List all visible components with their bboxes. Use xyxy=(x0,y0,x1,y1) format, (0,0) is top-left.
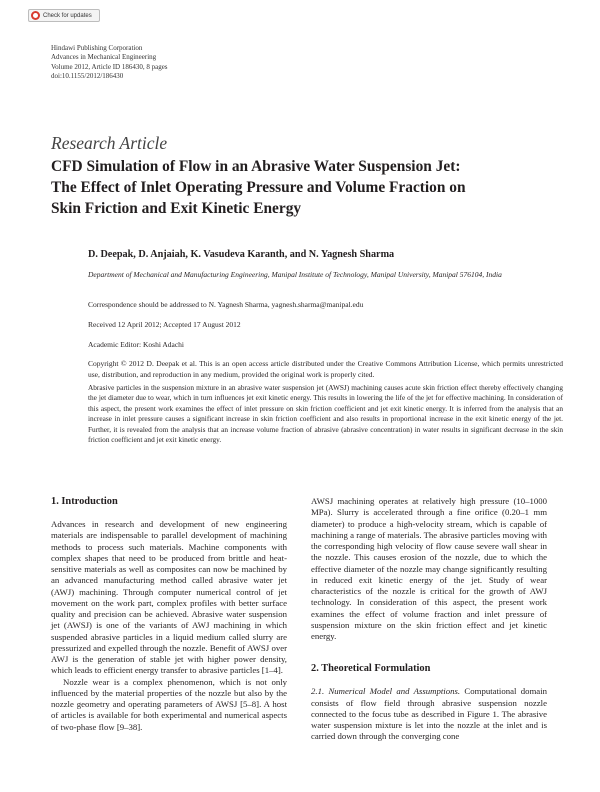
article-type: Research Article xyxy=(51,133,168,153)
title-line: The Effect of Inlet Operating Pressure and Volume Fraction on xyxy=(51,179,466,196)
introduction-heading: 1. Introduction xyxy=(51,496,118,507)
academic-editor: Academic Editor: Koshi Adachi xyxy=(88,340,185,349)
copyright-notice: Copyright © 2012 D. Deepak et al. This is an open access article distributed under the Creative Commons Attribution License, which permits unrestricted use, distribution, and reproduction in any medium, provided the original work is properly cited. xyxy=(88,359,563,379)
journal-header xyxy=(51,44,168,81)
affiliation: Department of Mechanical and Manufacturing Engineering, Manipal Institute of Technology, Manipal University, Manipal 576104, India xyxy=(88,270,502,279)
subsection-text: Computational domain consists of flow field through abrasive suspension nozzle connected to the focus tube as described in Figure 1. The abrasive water suspension mixture is let into the nozzle at the inlet and is carried down through the converging cone xyxy=(311,686,547,742)
check-updates-icon xyxy=(31,11,40,20)
journal-name: Advances in Mechanical Engineering xyxy=(51,53,157,62)
title-line: CFD Simulation of Flow in an Abrasive Water Suspension Jet: xyxy=(51,158,461,175)
paragraph: Nozzle wear is a complex phenomenon, which is not only influenced by the material properties of the nozzle but also by the nozzle geometry and operating parameters of AWSJ [5–8]. A host of articles is available for both experimental and numerical aspects of two-phase flow [9–38]. xyxy=(51,676,287,732)
title-line: Skin Friction and Exit Kinetic Energy xyxy=(51,200,302,217)
theory-heading: 2. Theoretical Formulation xyxy=(311,663,431,675)
badge-label: Check for updates xyxy=(43,12,92,19)
paragraph: Advances in research and development of new engineering materials are indispensable to parallel development of machining methods to process such materials. Machine components with complex shapes that need to be produced from brittle and heat-sensitive materials as well as composites can now be machined by an advanced manufacturing method called abrasive water jet (AWJ) machining. Through computer numerical control of jet movement on the work part, complex profiles with better surface quality and precision can be achieved. Abrasive water suspension jet (AWSJ) is one of the variants of AWJ machining in which suspended abrasive particles in a liquid medium called slurry are pressurized and expelled through the nozzle. Benefit of AWSJ over AWJ is the generation of stable jet with higher power density, which leads to efficient energy transfer to abrasive particles [1–4]. xyxy=(51,519,287,676)
abstract: Abrasive particles in the suspension mixture in an abrasive water suspension jet (AWSJ) machining causes acute skin friction effect thereby effectively changing the jet diameter due to wear, which in turn influences jet exit kinetic energy. This results in lowering the life of the jet for effective machining. In consideration of this aspect, the present work examines the effect of inlet pressure on skin friction coefficient and jet exit kinetic energy. It is inferred from the analysis that an increase in inlet pressure causes a significant increase in skin friction coefficient and also results in proportional increase in the exit kinetic energy of the jet. Further, it is revealed from the analysis that an increase volume fraction of abrasive (abrasive concentration) in water results in significant decrease in the skin friction coefficient and jet exit kinetic energy. xyxy=(88,383,563,445)
left-column xyxy=(51,496,287,733)
doi[interactable]: doi:10.1155/2012/186430 xyxy=(51,71,124,80)
volume-info: Volume 2012, Article ID 186430, 8 pages xyxy=(51,62,168,71)
authors: D. Deepak, D. Anjaiah, K. Vasudeva Karanth, and N. Yagnesh Sharma xyxy=(88,249,395,260)
subsection-paragraph xyxy=(311,686,547,742)
paragraph: AWSJ machining operates at relatively high pressure (10–1000 MPa). Slurry is accelerated through a fine orifice (0.20–1 mm diameter) to produce a high-velocity stream, which is capable of machining a range of materials. The abrasive particles moving with the corresponding high velocity of flow cause severe wall shear in the nozzle. This causes erosion of the nozzle, due to which the effective diameter of the nozzle may change significantly resulting in reduced exit kinetic energy of the jet. Study of wear characteristics of the nozzle is critical for the growth of AWJ technology. In consideration of this aspect, the present work examines the effect of volume fraction and inlet pressure of suspension mixture on the skin friction effect and jet kinetic energy. xyxy=(311,496,548,641)
subsection-heading: 2.1. Numerical Model and Assumptions. xyxy=(311,686,461,697)
right-column xyxy=(311,496,547,743)
check-for-updates-badge[interactable] xyxy=(28,9,100,22)
correspondence: Correspondence should be addressed to N. Yagnesh Sharma, yagnesh.sharma@manipal.edu xyxy=(88,300,364,309)
dates: Received 12 April 2012; Accepted 17 August 2012 xyxy=(88,320,241,329)
paper-title xyxy=(51,156,571,219)
publisher: Hindawi Publishing Corporation xyxy=(51,44,143,52)
